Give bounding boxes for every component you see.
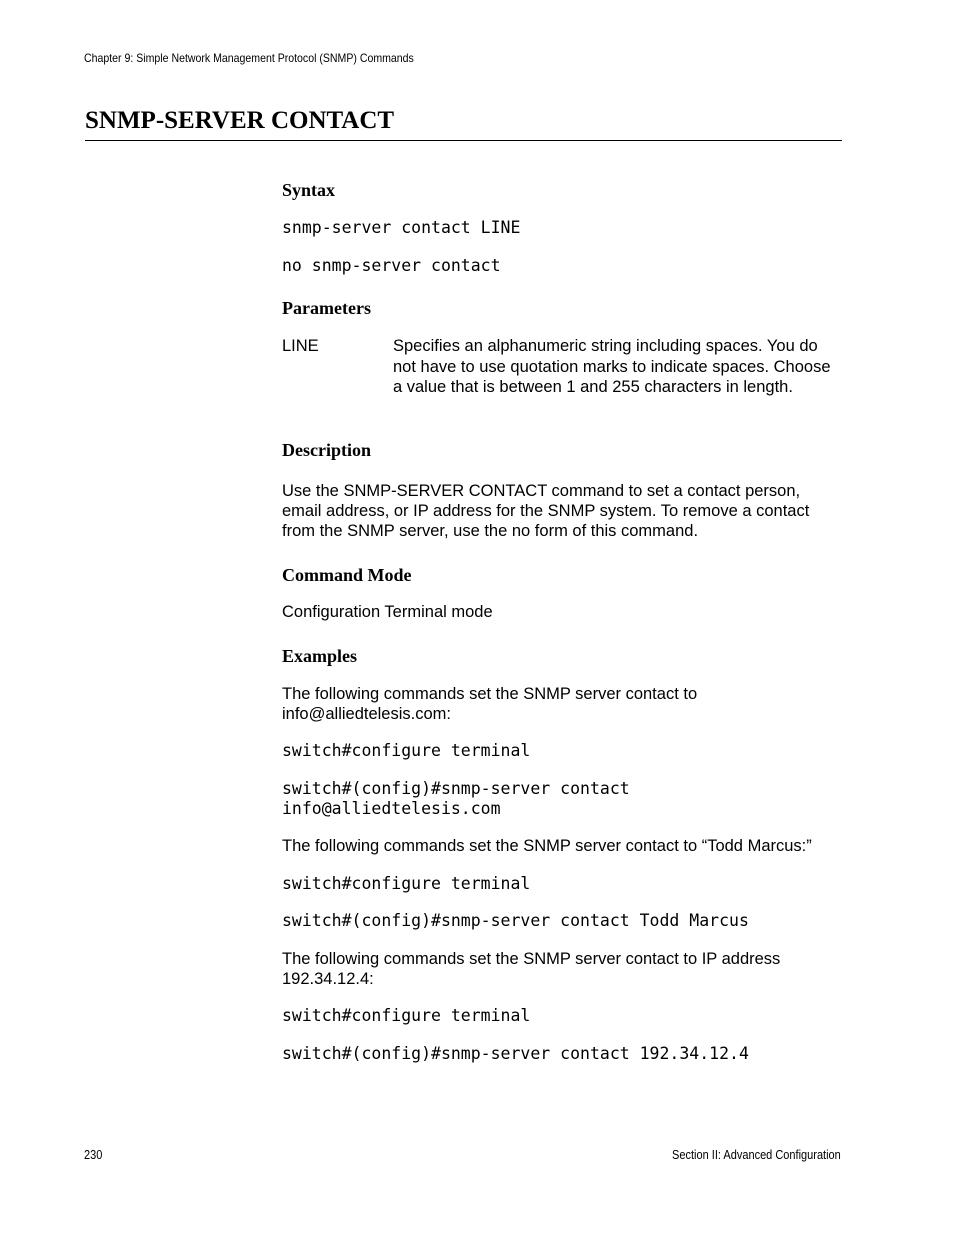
page-title: SNMP-SERVER CONTACT xyxy=(85,107,395,134)
example-2-command-2: switch#(config)#snmp-server contact Todd Marcus xyxy=(282,911,749,930)
example-1-command-1: switch#configure terminal xyxy=(282,741,531,760)
command-mode-text: Configuration Terminal mode xyxy=(282,603,493,621)
example-1-command-2: switch#(config)#snmp-server contact info@alliedtelesis.com xyxy=(282,779,630,818)
example-intro-1: The following commands set the SNMP server contact to info@alliedtelesis.com: xyxy=(282,685,698,723)
syntax-heading: Syntax xyxy=(282,180,336,200)
example-intro-2: The following commands set the SNMP server contact to “Todd Marcus:” xyxy=(282,837,812,855)
parameters-heading: Parameters xyxy=(282,298,371,318)
syntax-no-line: no snmp-server contact xyxy=(282,256,501,275)
example-3-command-1: switch#configure terminal xyxy=(282,1006,531,1025)
example-intro-3: The following commands set the SNMP server contact to IP address 192.34.12.4: xyxy=(282,950,781,988)
syntax-line: snmp-server contact LINE xyxy=(282,218,521,237)
description-text: Use the SNMP-SERVER CONTACT command to set a contact person, email address, or IP address for the SNMP system. To remove a contact from the SNMP server, use the no form of this command. xyxy=(282,482,810,540)
footer-section: Section II: Advanced Configuration xyxy=(672,1148,841,1162)
example-2-command-1: switch#configure terminal xyxy=(282,874,531,893)
parameter-row xyxy=(282,336,842,420)
title-rule xyxy=(85,140,842,141)
parameter-name: LINE xyxy=(282,337,319,355)
running-header: Chapter 9: Simple Network Management Protocol (SNMP) Commands xyxy=(84,51,414,65)
example-3-command-2: switch#(config)#snmp-server contact 192.34.12.4 xyxy=(282,1044,749,1063)
page-number: 230 xyxy=(84,1148,103,1162)
description-heading: Description xyxy=(282,440,371,460)
parameter-description: Specifies an alphanumeric string including spaces. You do not have to use quotation marks to indicate spaces. Choose a value that is between 1 and 255 characters in length. xyxy=(393,337,831,396)
examples-heading: Examples xyxy=(282,646,358,666)
command-mode-heading: Command Mode xyxy=(282,565,412,585)
